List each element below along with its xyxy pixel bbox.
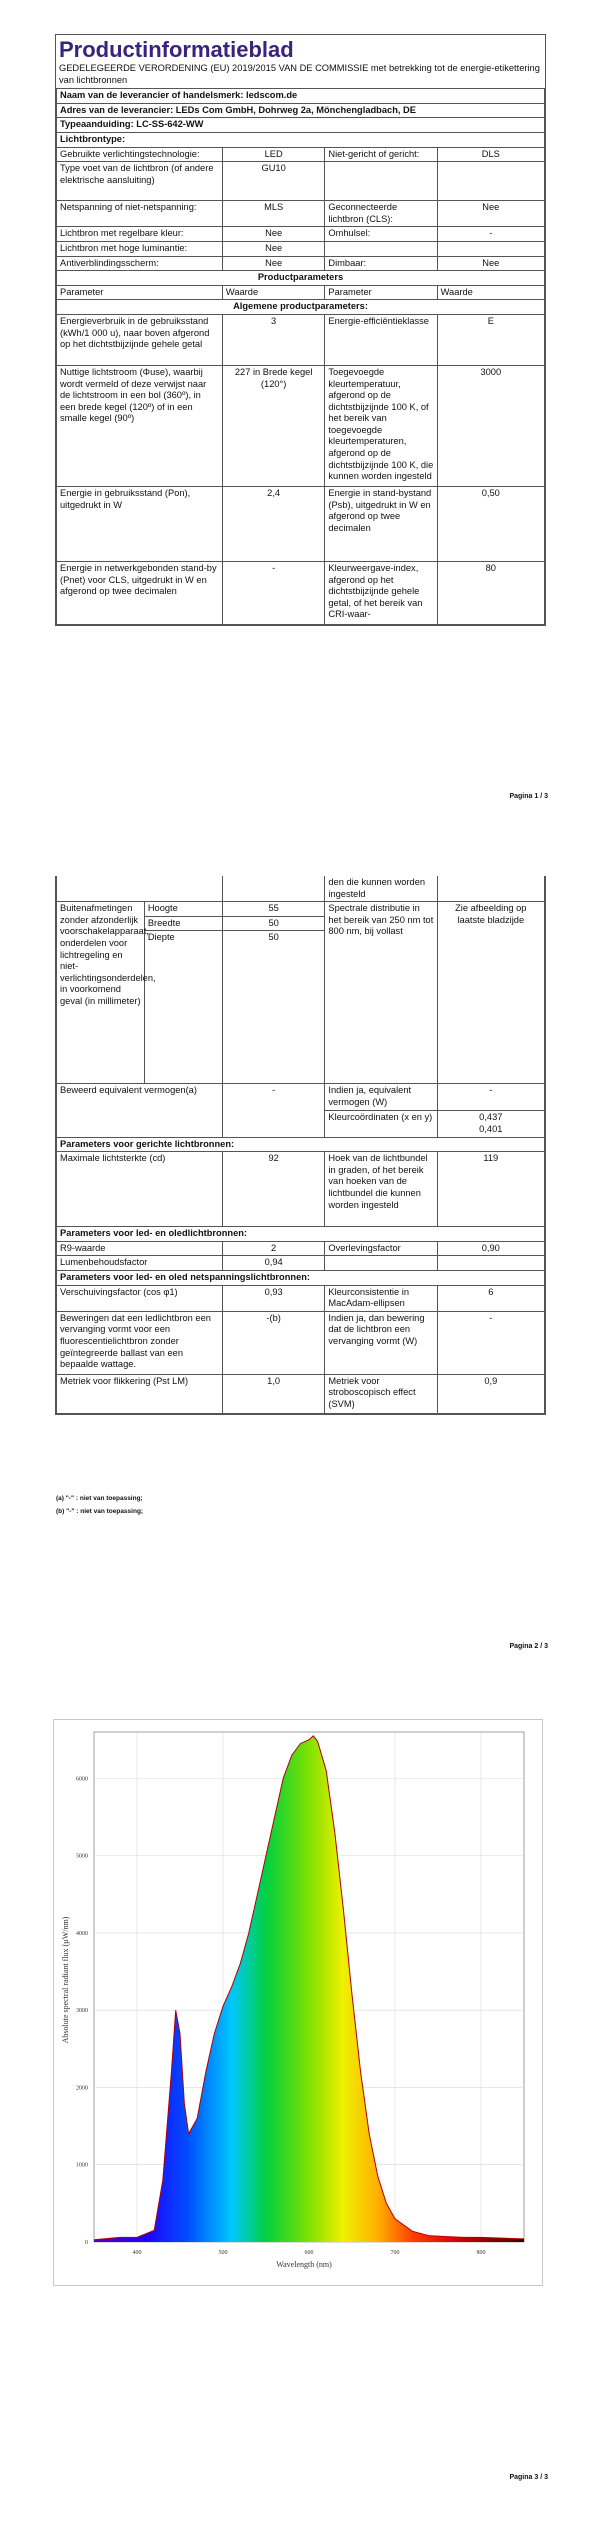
param-label: Nuttige lichtstroom (Φuse), waarbij wordt vermeld of deze verwijst naar de lichtstroom in een bol (360º), in een brede kegel (120º) of in een smalle kegel (90º) (57, 365, 223, 486)
param-value: 2,4 (222, 486, 324, 561)
type-value: MLS (222, 201, 324, 227)
param-value: E (437, 314, 544, 365)
param-value: 3000 (437, 365, 544, 486)
param-value: 119 (437, 1152, 544, 1227)
carryover-text: den die kunnen worden ingesteld (325, 876, 437, 902)
param-value: 227 in Brede kegel (120°) (222, 365, 324, 486)
x-tick-label: 600 (304, 2250, 314, 2256)
section-led-oled: Parameters voor led- en oledlichtbronnen: (57, 1227, 545, 1242)
param-row (57, 486, 545, 561)
param-value: - (437, 1311, 544, 1374)
section-product-parameters: Productparameters (57, 271, 545, 286)
param-label: Hoek van de lichtbundel in graden, of het bereik van hoeken van de lichtbundel die kunnen worden ingesteld (325, 1152, 437, 1227)
param-label: Toegevoegde kleurtemperatuur, afgerond op de dichtstbijzijnde 100 K, of het bereik van toegevoegde kleurtemperaturen, afgerond op de dichtstbijzijnde 100 K, die kunnen worden ingesteld (325, 365, 437, 486)
product-info-sheet (55, 34, 546, 626)
y-axis-label: Absolute spectral radiant flux (µW/nm) (61, 1916, 70, 2044)
param-row (57, 902, 545, 917)
footnote-text: "-" : niet van toepassing; (66, 1508, 144, 1515)
param-row (57, 561, 545, 624)
param-value: 6 (437, 1285, 544, 1311)
section-directional: Parameters voor gerichte lichtbronnen: (57, 1137, 545, 1152)
param-label: Metriek voor flikkering (Pst LM) (57, 1374, 223, 1413)
param-value: 0,9 (437, 1374, 544, 1413)
param-label: Energie-efficiëntieklasse (325, 314, 437, 365)
footnote-mark: (b) (56, 1508, 65, 1515)
param-value: 80 (437, 561, 544, 624)
column-header: Parameter (325, 285, 437, 300)
param-label: Kleurconsistentie in MacAdam-ellipsen (325, 1285, 437, 1311)
dimension-name: Diepte (144, 931, 222, 1084)
dimensions-label: Buitenafmetingen zonder afzonderlijk voorschakelapparaat, onderdelen voor lichtregeling en niet-verlichtingsonderdelen, in voorkomend geval (in millimeter) (57, 902, 145, 1084)
spectrum-chart-frame (53, 1719, 543, 2286)
y-tick-label: 1000 (76, 2162, 88, 2169)
param-label: Energie in gebruiksstand (Pon), uitgedrukt in W (57, 486, 223, 561)
section-general-parameters: Algemene productparameters: (57, 300, 545, 315)
param-label: Indien ja, equivalent vermogen (W) (325, 1084, 437, 1111)
param-value: 0,93 (222, 1285, 324, 1311)
y-tick-label: 3000 (76, 2008, 88, 2015)
info-table (56, 88, 545, 625)
param-row (57, 1374, 545, 1413)
section-led-oled-mains: Parameters voor led- en oled netspanningslichtbronnen: (57, 1270, 545, 1285)
param-value: -(b) (222, 1311, 324, 1374)
type-label: Dimbaar: (325, 256, 437, 271)
page-number: Pagina 1 / 3 (509, 793, 548, 800)
dimension-value: 50 (222, 931, 324, 1084)
product-info-sheet-continued (55, 876, 546, 1415)
column-header: Waarde (437, 285, 544, 300)
param-label: Beweerd equivalent vermogen(a) (57, 1084, 223, 1137)
param-label: Kleurweergave-index, afgerond op het dichtstbijzijnde gehele getal, of het bereik van CRI-waar- (325, 561, 437, 624)
spectrum-area (94, 1736, 524, 2242)
y-tick-label: 0 (85, 2240, 88, 2246)
chroma-y: 0,401 (479, 1123, 503, 1134)
type-label: Lichtbron met regelbare kleur: (57, 227, 223, 242)
param-value: 0,90 (437, 1241, 544, 1256)
x-tick-label: 700 (390, 2250, 400, 2256)
page-number: Pagina 2 / 3 (509, 1643, 548, 1650)
param-value: 3 (222, 314, 324, 365)
info-table-continued (56, 876, 545, 1414)
param-row (57, 365, 545, 486)
type-value: Nee (222, 241, 324, 256)
type-value: Nee (222, 227, 324, 242)
lightsource-type-heading: Lichtbrontype: (57, 132, 545, 147)
type-row (57, 201, 545, 227)
param-label: Metriek voor stroboscopisch effect (SVM) (325, 1374, 437, 1413)
type-value: LED (222, 147, 324, 162)
footnote (56, 1505, 143, 1518)
param-label: Energie in stand-bystand (Psb), uitgedrukt in W en afgerond op twee decimalen (325, 486, 437, 561)
type-row (57, 256, 545, 271)
page-number: Pagina 3 / 3 (509, 2474, 548, 2481)
footnote-mark: (a) (56, 1495, 64, 1502)
param-label: Energie in netwerkgebonden stand-by (Pnet) voor CLS, uitgedrukt in W en afgerond op twee decimalen (57, 561, 223, 624)
dimension-value: 55 (222, 902, 324, 917)
supplier-name: Naam van de leverancier of handelsmerk: ledscom.de (57, 89, 545, 104)
param-row (57, 1152, 545, 1227)
type-label: Netspanning of niet-netspanning: (57, 201, 223, 227)
spectrum-chart (54, 1720, 542, 2285)
type-label (325, 162, 437, 201)
x-axis-label: Wavelength (nm) (276, 2260, 332, 2269)
chroma-x: 0,437 (479, 1112, 503, 1123)
param-label: Spectrale distributie in het bereik van 250 nm tot 800 nm, bij vollast (325, 902, 437, 1084)
dimension-name: Hoogte (144, 902, 222, 917)
param-row (57, 1285, 545, 1311)
param-label: Maximale lichtsterkte (cd) (57, 1152, 223, 1227)
x-tick-label: 500 (218, 2250, 228, 2256)
type-value (437, 241, 544, 256)
type-value: - (437, 227, 544, 242)
param-row (57, 1241, 545, 1256)
type-row (57, 241, 545, 256)
param-label: Beweringen dat een ledlichtbron een vervanging vormt voor een fluorescentielichtbron zonder geïntegreerde ballast van een bepaalde wattage. (57, 1311, 223, 1374)
param-value: 1,0 (222, 1374, 324, 1413)
type-value: GU10 (222, 162, 324, 201)
type-value: Nee (437, 256, 544, 271)
type-value: Nee (222, 256, 324, 271)
regulation-subtitle: GEDELEGEERDE VERORDENING (EU) 2019/2015 VAN DE COMMISSIE met betrekking tot de energie-etikettering van lichtbronnen (59, 63, 540, 85)
type-label (325, 241, 437, 256)
type-row (57, 162, 545, 201)
x-tick-label: 800 (476, 2250, 486, 2256)
param-value: 2 (222, 1241, 324, 1256)
type-label: Geconnecteerde lichtbron (CLS): (325, 201, 437, 227)
type-label: Type voet van de lichtbron (of andere elektrische aansluiting) (57, 162, 223, 201)
param-label: Lumenbehoudsfactor (57, 1256, 223, 1271)
y-tick-label: 6000 (76, 1776, 88, 1783)
param-label: Indien ja, dan bewering dat de lichtbron een vervanging vormt (W) (325, 1311, 437, 1374)
param-row (57, 1311, 545, 1374)
param-value: - (222, 561, 324, 624)
model-identifier: Typeaanduiding: LC-SS-642-WW (57, 118, 545, 133)
column-header: Parameter (57, 285, 223, 300)
param-value: 0,50 (437, 486, 544, 561)
type-value: Nee (437, 201, 544, 227)
type-label: Omhulsel: (325, 227, 437, 242)
type-row (57, 147, 545, 162)
param-row (57, 1256, 545, 1271)
supplier-address: Adres van de leverancier: LEDs Com GmbH, Dohrweg 2a, Mönchengladbach, DE (57, 103, 545, 118)
column-header: Waarde (222, 285, 324, 300)
param-row (57, 1084, 545, 1111)
param-value: - (437, 1084, 544, 1111)
footnotes (56, 1492, 143, 1518)
type-value (437, 162, 544, 201)
type-label: Lichtbron met hoge luminantie: (57, 241, 223, 256)
footnote (56, 1492, 143, 1505)
type-value: DLS (437, 147, 544, 162)
param-label: Kleurcoördinaten (x en y) (325, 1111, 437, 1137)
param-value (437, 1111, 544, 1137)
y-tick-label: 2000 (76, 2085, 88, 2092)
param-value: 0,94 (222, 1256, 324, 1271)
type-label: Antiverblindingsscherm: (57, 256, 223, 271)
footnote-text: "-" : niet van toepassing; (65, 1495, 143, 1502)
param-row (57, 314, 545, 365)
dimension-name: Breedte (144, 916, 222, 931)
param-value: 92 (222, 1152, 324, 1227)
header-row (57, 285, 545, 300)
page-title: Productinformatieblad (59, 37, 294, 62)
type-label: Niet-gericht of gericht: (325, 147, 437, 162)
y-tick-label: 4000 (76, 1930, 88, 1937)
y-tick-label: 5000 (76, 1853, 88, 1860)
param-label: Overlevingsfactor (325, 1241, 437, 1256)
x-tick-label: 400 (132, 2250, 142, 2256)
param-value: Zie afbeelding op laatste bladzijde (437, 902, 544, 1084)
type-label: Gebruikte verlichtingstechnologie: (57, 147, 223, 162)
param-label: Energieverbruik in de gebruiksstand (kWh/1 000 u), naar boven afgerond op het dichtstbijzijnde gehele getal (57, 314, 223, 365)
param-label: R9-waarde (57, 1241, 223, 1256)
type-row (57, 227, 545, 242)
param-value: - (222, 1084, 324, 1137)
dimension-value: 50 (222, 916, 324, 931)
param-label: Verschuivingsfactor (cos φ1) (57, 1285, 223, 1311)
